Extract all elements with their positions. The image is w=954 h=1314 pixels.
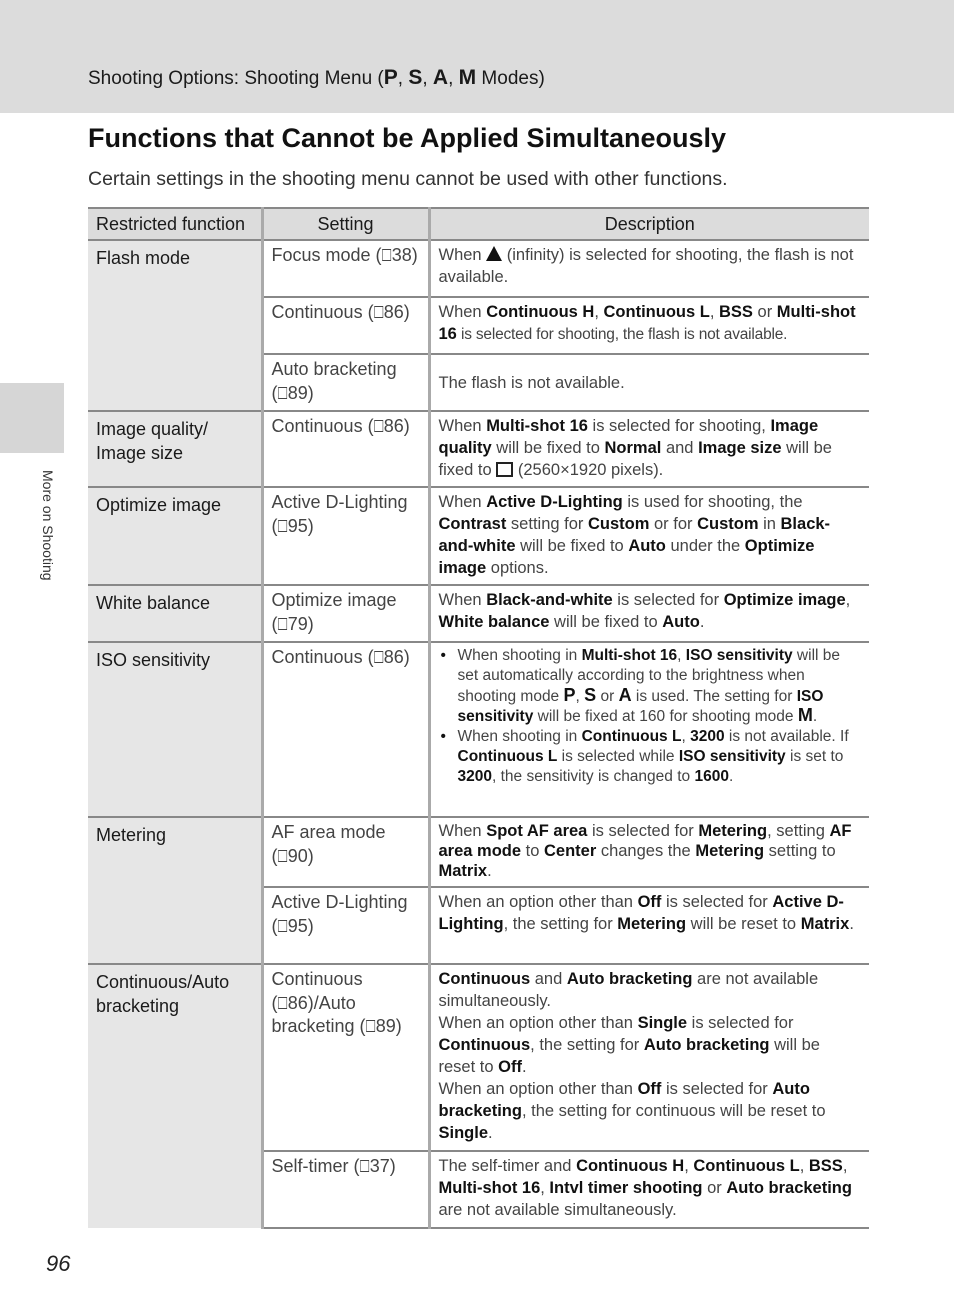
page-number: 96 <box>46 1251 71 1276</box>
header-restricted-function: Restricted function <box>88 208 262 240</box>
setting-auto-bracketing: Auto bracketing (⎕89) <box>262 354 429 411</box>
setting-continuous: Continuous (⎕86) <box>262 642 429 817</box>
table-row <box>88 487 869 585</box>
ref-icon: ⎕ <box>277 993 288 1013</box>
setting-continuous: Continuous (⎕86) <box>262 411 429 487</box>
setting-continuous: Continuous (⎕86) <box>262 297 429 354</box>
ref-icon: ⎕ <box>365 1017 376 1036</box>
function-iso-sensitivity: ISO sensitivity <box>88 642 262 817</box>
header-band <box>0 0 954 113</box>
side-tab <box>0 383 64 453</box>
setting-focus-mode: Focus mode (⎕38) <box>262 240 429 297</box>
desc-continuous-auto-bracketing: Continuous and Auto bracketing are not available simultaneously. When an option other than Single is selected for Continuous, the setting for Auto bracketing will be reset to Off. When an option other than Off is selected for Auto bracketing, the setting for continuous will be reset to Single. <box>429 964 869 1151</box>
image-size-5m-icon <box>496 462 513 477</box>
setting-af-area-mode: AF area mode (⎕90) <box>262 817 429 887</box>
ref-icon: ⎕ <box>277 516 288 536</box>
side-label: More on Shooting <box>40 470 56 581</box>
header-setting: Setting <box>262 208 429 240</box>
table-row <box>88 964 869 1151</box>
function-image-quality: Image quality/ Image size <box>88 411 262 487</box>
desc-image-quality: When Multi-shot 16 is selected for shooting, Image quality will be fixed to Normal and Image size will be fixed to (2560×1920 pixels). <box>429 411 869 487</box>
ref-icon: ⎕ <box>277 614 288 634</box>
setting-optimize-image: Optimize image (⎕79) <box>262 585 429 642</box>
setting-self-timer: Self-timer (⎕37) <box>262 1151 429 1228</box>
desc-auto-bracketing: The flash is not available. <box>429 354 869 411</box>
table-row <box>88 240 869 297</box>
desc-flash-continuous: When Continuous H, Continuous L, BSS or Multi-shot 16 is selected for shooting, the flash is not available. <box>429 297 869 354</box>
table-row <box>88 585 869 642</box>
desc-af-area-mode: When Spot AF area is selected for Metering, setting AF area mode to Center changes the Metering setting to Matrix. <box>429 817 869 887</box>
ref-icon: ⎕ <box>277 383 288 403</box>
ref-icon: ⎕ <box>277 846 288 866</box>
table-row <box>88 817 869 887</box>
table-header-row <box>88 208 869 240</box>
function-metering: Metering <box>88 817 262 964</box>
desc-optimize-image: When Active D-Lighting is used for shooting, the Contrast setting for Custom or for Custom in Black-and-white will be fixed to Auto under the Optimize image options. <box>429 487 869 585</box>
ref-icon: ⎕ <box>373 648 384 667</box>
intro-text: Certain settings in the shooting menu cannot be used with other functions. <box>88 168 728 190</box>
table-row <box>88 642 869 817</box>
ref-icon: ⎕ <box>277 916 288 936</box>
list-item: • When shooting in Continuous L, 3200 is not available. If Continuous L is selected while ISO sensitivity is set to 3200, the sensitivity is changed to 1600. <box>439 727 862 786</box>
desc-focus-mode: When (infinity) is selected for shooting, the flash is not available. <box>429 240 869 297</box>
ref-icon: ⎕ <box>359 1157 370 1176</box>
function-continuous-auto-bracketing: Continuous/Auto bracketing <box>88 964 262 1228</box>
function-optimize-image: Optimize image <box>88 487 262 585</box>
function-flash-mode: Flash mode <box>88 240 262 411</box>
mountain-icon <box>486 246 502 261</box>
desc-active-d-lighting: When an option other than Off is selected for Active D-Lighting, the setting for Metering will be reset to Matrix. <box>429 887 869 964</box>
desc-iso-sensitivity <box>429 642 869 817</box>
ref-icon: ⎕ <box>373 303 384 322</box>
list-item: • When shooting in Multi-shot 16, ISO sensitivity will be set automatically according to the brightness when shooting mode P, S or A is used. The setting for ISO sensitivity will be fixed at 160 for shooting mode M. <box>439 646 862 727</box>
ref-icon: ⎕ <box>381 246 392 265</box>
desc-self-timer: The self-timer and Continuous H, Continuous L, BSS, Multi-shot 16, Intvl timer shooting or Auto bracketing are not available simultaneously. <box>429 1151 869 1228</box>
header-description: Description <box>429 208 869 240</box>
restrictions-table <box>88 207 869 1229</box>
setting-active-d-lighting: Active D-Lighting (⎕95) <box>262 887 429 964</box>
setting-active-d-lighting: Active D-Lighting (⎕95) <box>262 487 429 585</box>
table-row <box>88 411 869 487</box>
function-white-balance: White balance <box>88 585 262 642</box>
section-title: Shooting Options: Shooting Menu (P, S, A, M Modes) <box>88 66 545 89</box>
desc-white-balance: When Black-and-white is selected for Optimize image, White balance will be fixed to Auto. <box>429 585 869 642</box>
page-heading: Functions that Cannot be Applied Simultaneously <box>88 123 727 153</box>
ref-icon: ⎕ <box>373 417 384 436</box>
setting-continuous-auto-bracketing: Continuous (⎕86)/Auto bracketing (⎕89) <box>262 964 429 1151</box>
